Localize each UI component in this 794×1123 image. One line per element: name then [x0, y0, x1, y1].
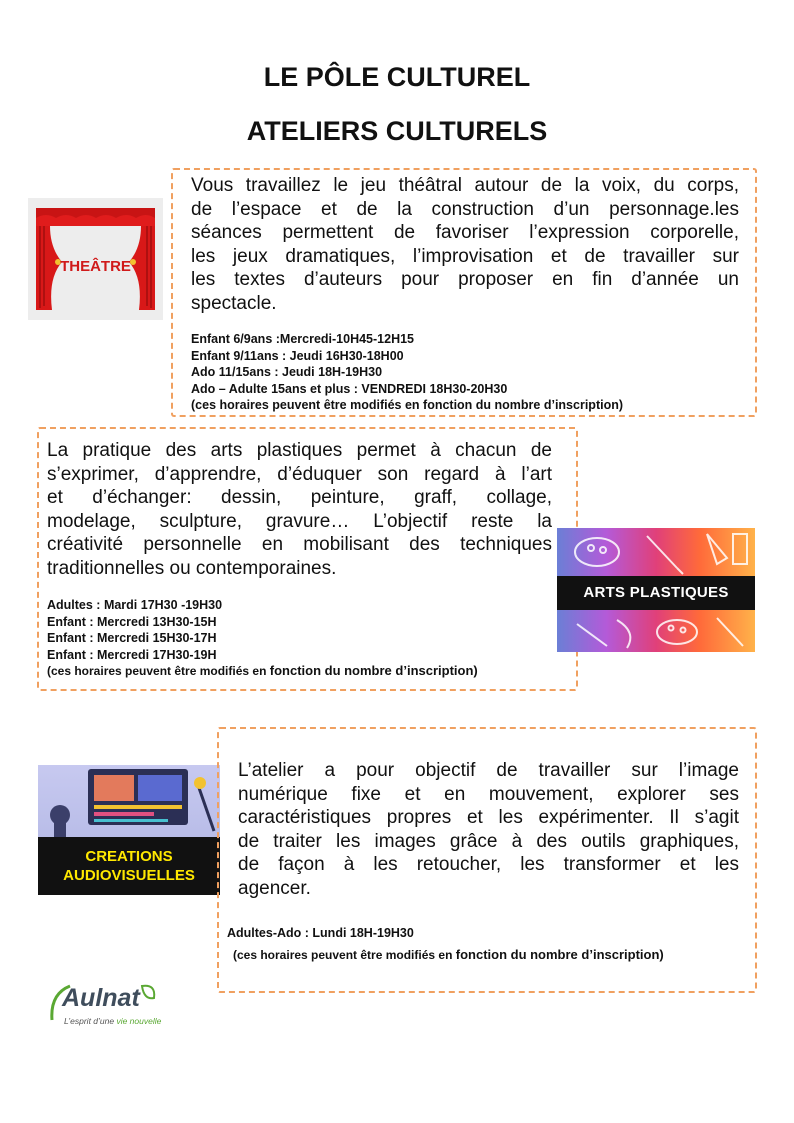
- logo-tagline-prefix: L’esprit d’une: [64, 1016, 117, 1026]
- theatre-desc-line: séances permettent de favoriser l’expression corporelle,: [191, 222, 739, 243]
- schedule-note-bold: fonction du nombre d’inscription): [269, 663, 478, 678]
- aulnat-logo: [48, 980, 168, 1030]
- audiovisual-description: [238, 759, 739, 900]
- theatre-description: [191, 174, 739, 315]
- audiovisual-image: [38, 765, 220, 895]
- theatre-desc-line: spectacle.: [191, 292, 277, 314]
- audiovisual-desc-line: de façon à les retoucher, les transformer et les: [238, 854, 739, 875]
- schedule-item: Ado 11/15ans : Jeudi 18H-19H30: [191, 365, 383, 379]
- audiovisual-label-line: AUDIOVISUELLES: [63, 867, 195, 884]
- page-title: LE PÔLE CULTUREL: [263, 62, 531, 92]
- arts-image-label: ARTS PLASTIQUES: [583, 584, 729, 601]
- audiovisual-scene: [38, 765, 220, 837]
- schedule-note: [227, 944, 664, 966]
- arts-desc-line: modelage, sculpture, gravure… L’objectif reste la: [47, 510, 552, 532]
- audiovisual-desc-line: numérique fixe et en mouvement, explorer ses: [238, 783, 739, 805]
- audiovisual-desc-line: caractéristiques propres et les expérimenter. Il s’agit: [238, 807, 739, 828]
- audiovisual-image-label: [38, 847, 220, 885]
- schedule-item: Adultes : Mardi 17H30 -19H30: [47, 598, 223, 612]
- theatre-image-label: THEÂTRE: [60, 258, 131, 275]
- arts-desc-line: créativité personnelle en mobilisant des techniques: [47, 534, 552, 555]
- video-editing-icon: [38, 765, 220, 837]
- schedule-item: Enfant 6/9ans :Mercredi-10H45-12H15: [191, 332, 415, 346]
- audiovisual-desc-line: de traiter les images grâce à des outils graphiques,: [238, 830, 739, 852]
- schedule-note-prefix: (ces horaires peuvent être modifiés en: [233, 948, 456, 962]
- logo-tagline-highlight: vie nouvelle: [116, 1016, 162, 1026]
- schedule-note: (ces horaires peuvent être modifiés en fonction du nombre d’inscription): [191, 398, 624, 412]
- page-subtitle: ATELIERS CULTURELS: [246, 116, 548, 146]
- schedule-item: Enfant : Mercredi 13H30-15H: [47, 614, 217, 629]
- audiovisual-schedule: [227, 922, 664, 966]
- theatre-desc-line: Vous travaillez le jeu théâtral autour de la voix, du corps,: [191, 175, 739, 196]
- arts-image: [557, 528, 755, 652]
- theatre-desc-line: de l’espace et de la construction d’un personnage.les: [191, 198, 739, 220]
- schedule-note: [47, 663, 478, 680]
- arts-desc-line: s’exprimer, d’apprendre, d’éduquer son regard à l’art: [47, 463, 552, 485]
- arts-desc-line: traditionnelles ou contemporaines.: [47, 557, 337, 579]
- arts-desc-line: et d’échanger: dessin, peinture, graff, collage,: [47, 487, 552, 508]
- logo-wordmark: Aulnat: [62, 984, 140, 1012]
- logo-tagline: [64, 1016, 161, 1026]
- arts-desc-line: La pratique des arts plastiques permet à chacun de: [47, 440, 552, 461]
- schedule-note-prefix: (ces horaires peuvent être modifiés en: [47, 664, 270, 678]
- schedule-item: Ado – Adulte 15ans et plus : VENDREDI 18H30-20H30: [191, 381, 508, 396]
- theatre-image: [28, 198, 163, 320]
- schedule-item: Enfant 9/11ans : Jeudi 16H30-18H00: [191, 348, 404, 363]
- audiovisual-label-line: CREATIONS: [85, 848, 173, 865]
- theatre-desc-line: les textes d’auteurs pour proposer en fin d’année un: [191, 269, 739, 290]
- schedule-item: Enfant : Mercredi 17H30-19H: [47, 647, 217, 662]
- theatre-desc-line: les jeux dramatiques, l’improvisation et de travailler sur: [191, 245, 739, 267]
- schedule-item: Enfant : Mercredi 15H30-17H: [47, 631, 217, 645]
- audiovisual-desc-line: L’atelier a pour objectif de travailler sur l’image: [238, 760, 739, 781]
- arts-schedule: [47, 597, 478, 680]
- schedule-item: Adultes-Ado : Lundi 18H-19H30: [227, 926, 414, 940]
- schedule-note-bold: fonction du nombre d’inscription): [455, 947, 664, 962]
- arts-description: [47, 439, 552, 580]
- audiovisual-desc-line: agencer.: [238, 877, 311, 899]
- theatre-schedule: [191, 331, 623, 414]
